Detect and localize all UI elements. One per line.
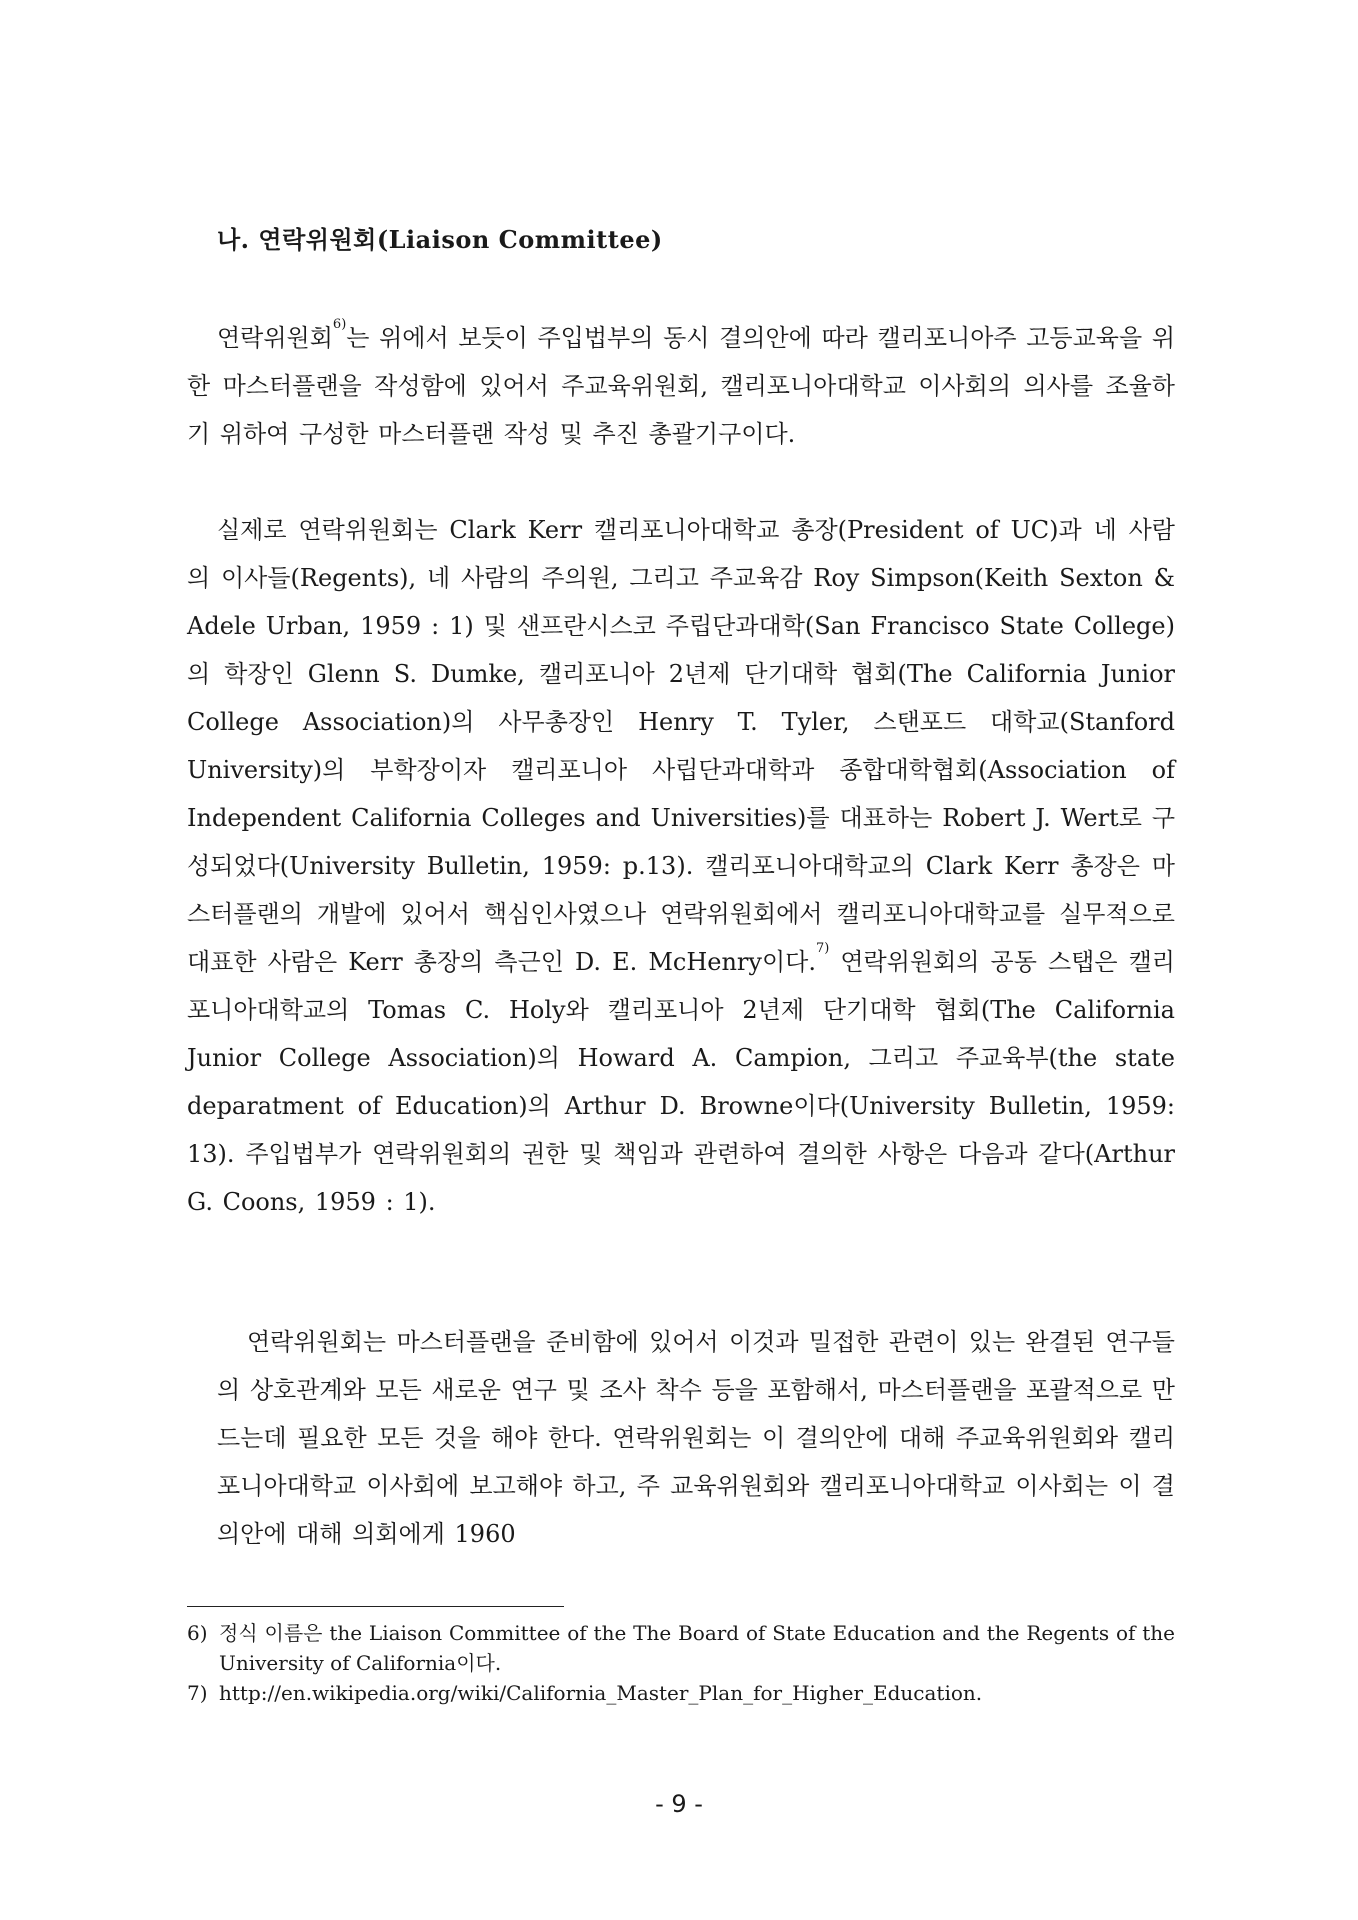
paragraph-1 <box>187 314 1175 458</box>
paragraph-2-text-a: 실제로 연락위원회는 Clark Kerr 캘리포니아대학교 총장(President of UC)과 네 사람의 이사들(Regents), 네 사람의 주의원, 그리고 주교육감 Roy Simpson(Keith Sexton & Adele Urban, 1959 : 1) 및 샌프란시스코 주립단과대학(San Francisco State College)의 학장인 Glenn S. Dumke, 캘리포니아 2년제 단기대학 협회(The California Junior College Association)의 사무총장인 Henry T. Tyler, 스탠포드 대학교(Stanford University)의 부학장이자 캘리포니아 사립단과대학과 종합대학협회(Association of Independent California Colleges and Universities)를 대표하는 Robert J. Wert로 구성되었다(University Bulletin, 1959: p.13). 캘리포니아대학교의 Clark Kerr 총장은 마스터플랜의 개발에 있어서 핵심인사였으나 연락위원회에서 캘리포니아대학교를 실무적으로 대표한 사람은 Kerr 총장의 측근인 D. E. McHenry이다. <box>187 516 1175 976</box>
resolution-quote <box>217 1318 1175 1558</box>
paragraph-2 <box>187 506 1175 1226</box>
footnote-6 <box>187 1618 1175 1678</box>
page-number: - 9 - <box>655 1790 703 1818</box>
paragraph-1-text-b: 는 위에서 보듯이 주입법부의 동시 결의안에 따라 캘리포니아주 고등교육을 위한 마스터플랜을 작성함에 있어서 주교육위원회, 캘리포니아대학교 이사회의 의사를 조율하기 위하여 구성한 마스터플랜 작성 및 추진 총괄기구이다. <box>187 324 1175 448</box>
footnote-7 <box>187 1678 1175 1708</box>
footnote-text: 정식 이름은 the Liaison Committee of the The Board of State Education and the Regents of the University of California이다. <box>219 1621 1175 1675</box>
resolution-quote-text: 연락위원회는 마스터플랜을 준비함에 있어서 이것과 밀접한 관련이 있는 완결된 연구들의 상호관계와 모든 새로운 연구 및 조사 착수 등을 포함해서, 마스터플랜을 포괄적으로 만드는데 필요한 모든 것을 해야 한다. 연락위원회는 이 결의안에 대해 주교육위원회와 캘리포니아대학교 이사회에 보고해야 하고, 주 교육위원회와 캘리포니아대학교 이사회는 이 결의안에 대해 의회에게 1960 <box>217 1328 1175 1548</box>
footnotes <box>187 1618 1175 1708</box>
footnote-divider <box>187 1606 564 1607</box>
footnote-number: 7) <box>187 1681 208 1705</box>
paragraph-2-text-b: 연락위원회의 공동 스탭은 캘리포니아대학교의 Tomas C. Holy와 캘리포니아 2년제 단기대학 협회(The California Junior College Association)의 Howard A. Campion, 그리고 주교육부(the state deparatment of Education)의 Arthur D. Browne이다(University Bulletin, 1959: 13). 주입법부가 연락위원회의 권한 및 책임과 관련하여 결의한 사항은 다음과 같다(Arthur G. Coons, 1959 : 1). <box>187 948 1175 1216</box>
footnote-number: 6) <box>187 1621 208 1645</box>
section-heading: 나. 연락위원회(Liaison Committee) <box>217 225 663 254</box>
footnote-link[interactable]: http://en.wikipedia.org/wiki/California_Master_Plan_for_Higher_Education. <box>219 1681 983 1705</box>
footnote-ref-7[interactable]: 7) <box>815 941 830 956</box>
footnote-ref-6[interactable]: 6) <box>332 317 347 332</box>
paragraph-1-text-a: 연락위원회 <box>217 324 333 352</box>
